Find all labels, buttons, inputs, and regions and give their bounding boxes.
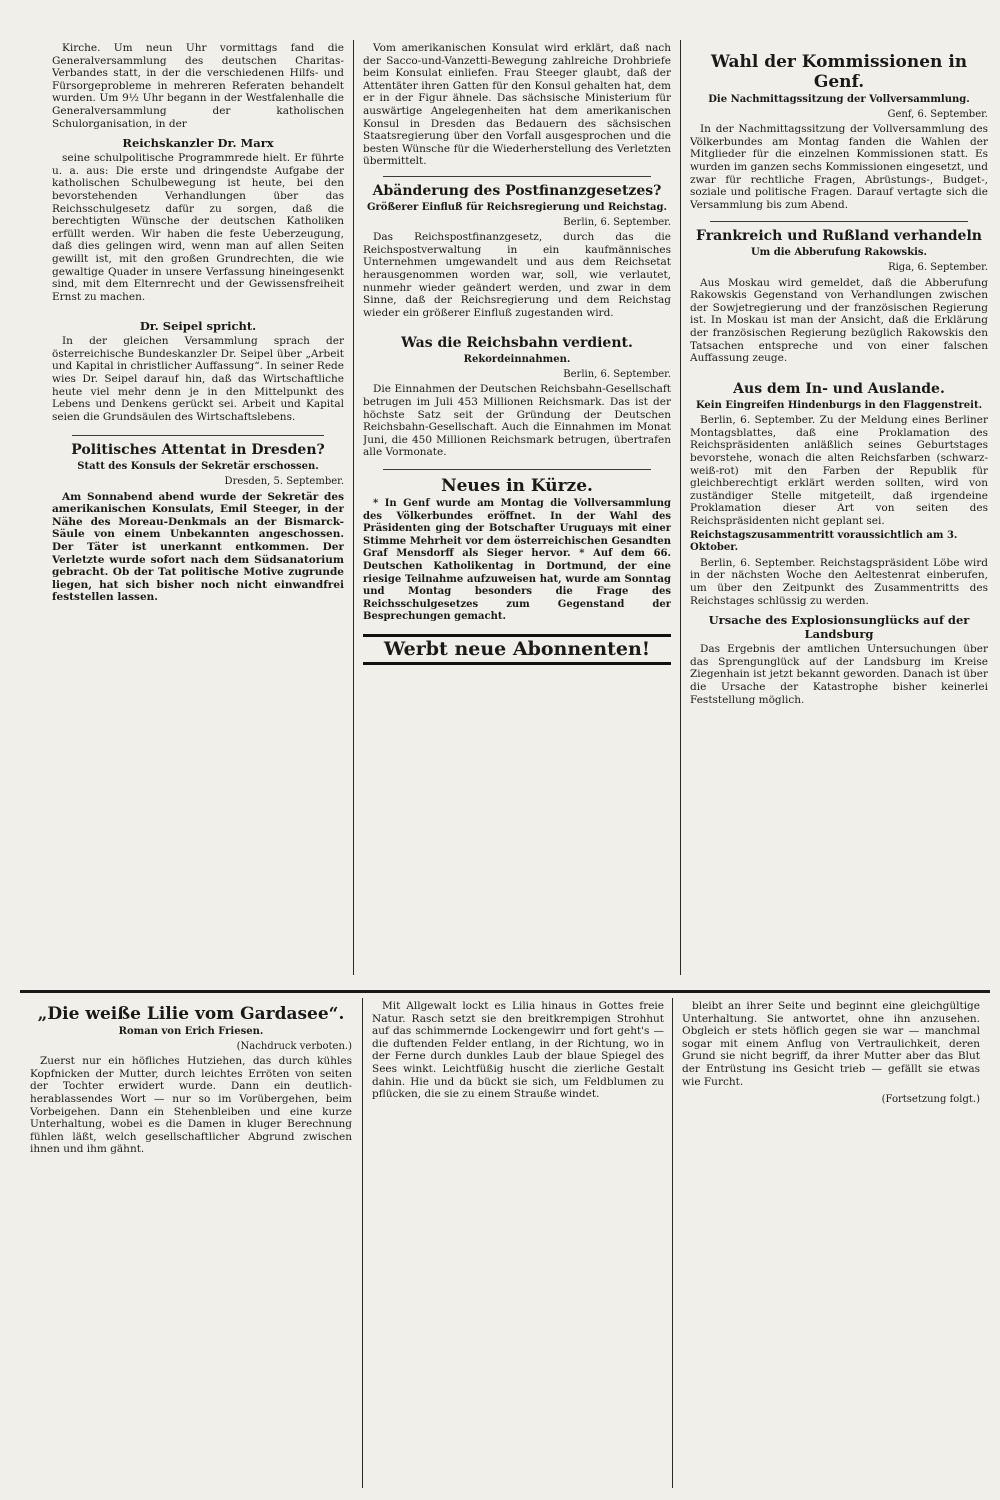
column-serial-3 bbox=[682, 1000, 980, 1490]
subscription-banner: Werbt neue Abonnenten! bbox=[363, 634, 671, 665]
heading-reichskanzler-marx: Reichskanzler Dr. Marx bbox=[122, 136, 274, 151]
section-divider bbox=[383, 469, 651, 470]
heading-in-und-auslande: Aus dem In- und Auslande. bbox=[733, 380, 945, 397]
subheading: Die Nachmittagssitzung der Vollversammlung. bbox=[708, 94, 970, 105]
column-serial-1 bbox=[30, 1000, 352, 1490]
body-text: Kirche. Um neun Uhr vormittags fand die Generalversammlung des deutschen Charitas-Verbandes statt, in der die verschiedenen Hilfs- und Fürsorgeprobleme in mehreren Referaten behandelt wurden. Um 9½ Uhr begann in der Westfalenhalle die Generalversammlung der katholischen Schulorganisation, in der bbox=[52, 42, 344, 130]
subheading: Um die Abberufung Rakowskis. bbox=[750, 247, 928, 259]
heading-kommissionen-genf: Wahl der Kommissionen in Genf. bbox=[710, 52, 968, 92]
heading-frankreich-russland: Frankreich und Rußland verhandeln bbox=[696, 228, 982, 245]
column-rule bbox=[353, 40, 354, 975]
subheading: Reichstagszusammentritt voraussichtlich am 3. Oktober. bbox=[690, 529, 958, 554]
serial-title: „Die weiße Lilie vom Gardasee“. bbox=[37, 1004, 345, 1024]
column-rule bbox=[672, 998, 673, 1488]
column-top-right bbox=[690, 42, 988, 972]
body-text: Das Ergebnis der amtlichen Untersuchungen über das Sprengunglück auf der Landsburg im Kreise Ziegenhain ist jetzt bekannt geworden. Danach ist über die Ursache der Katastrophe bisher keinerlei Feststellung möglich. bbox=[690, 643, 988, 706]
body-text: In der Nachmittagssitzung der Vollversammlung des Völkerbundes am Montag fanden die Wahlen der Mitglieder für die einzelnen Kommissionen statt. Es wurden im ganzen sechs Kommissionen eingesetzt, und zwar für rechtliche Fragen, Abrüstungs-, Budget-, soziale und politische Fragen. Darauf vertagte sich die Versammlung bis zum Abend. bbox=[690, 123, 988, 211]
heading-reichsbahn: Was die Reichsbahn verdient. bbox=[401, 335, 633, 352]
body-text: bleibt an ihrer Seite und beginnt eine gleichgültige Unterhaltung. Sie antwortet, ohne ihn anzusehen. Obgleich er stets höflich gegen sie war — manchmal sogar mit einem Anflug von Vertraulichkeit, deren Grund sie nicht begriff, da ihrer Mutter aber das Blut der Entrüstung ins Gesicht trieb — gefällt sie etwas wie Furcht. bbox=[682, 1000, 980, 1088]
body-text: Berlin, 6. September. Zu der Meldung eines Berliner Montagsblattes, daß eine Proklamation des Reichspräsidenten anläßlich seines Geburtstages bevorstehe, wonach die alten Reichsfarben (schwarz-weiß-rot) mit den Farben der Republik für gleichberechtigt erklärt werden sollten, wird von zuständiger Stelle mitgeteilt, daß irgendeine Proklamation dieser Art von seiten des Reichspräsidenten nicht geplant sei. bbox=[690, 414, 988, 528]
column-rule bbox=[680, 40, 681, 975]
serial-byline: Roman von Erich Friesen. bbox=[118, 1026, 264, 1037]
heading-postfinanzgesetz: Abänderung des Postfinanzgesetzes? bbox=[372, 182, 662, 199]
section-divider bbox=[710, 221, 968, 222]
dateline: Dresden, 5. September. bbox=[224, 476, 344, 488]
body-text: Am Sonnabend abend wurde der Sekretär des amerikanischen Konsulats, Emil Steeger, in der Nähe des Moreau-Denkmals an der Bismarck-Säule von einem Unbekannten angeschossen. Der Täter ist unerkannt entkommen. Der Verletzte wurde sofort nach dem Südsanatorium gebracht. Ob der Tat politische Motive zugrunde liegen, hat sich bisher noch nicht einwandfrei feststellen lassen. bbox=[52, 490, 344, 604]
heading-attentat-dresden: Politisches Attentat in Dresden? bbox=[71, 442, 325, 459]
heading-neues-in-kuerze: Neues in Kürze. bbox=[441, 476, 593, 497]
column-serial-2 bbox=[372, 1000, 664, 1490]
dateline: Berlin, 6. September. bbox=[563, 216, 671, 228]
feuilleton-divider bbox=[20, 990, 990, 993]
body-text: * In Genf wurde am Montag die Vollversammlung des Völkerbundes eröffnet. In der Wahl des Präsidenten ging der Botschafter Uruguays mit einer Stimme Mehrheit vor dem österreichischen Gesandten Graf Mensdorff als Sieger hervor. * Auf dem 66. Deutschen Katholikentag in Dortmund, der eine riesige Teilnahme aufzuweisen hat, wurde am Sonntag und Montag besonders die Frage des Reichsschulgesetzes zum Gegenstand der Besprechungen gemacht. bbox=[363, 498, 671, 623]
heading-explosion-landsburg: Ursache des Explosionsunglücks auf der Landsburg bbox=[708, 613, 970, 642]
column-top-middle bbox=[363, 42, 671, 972]
dateline: Berlin, 6. September. bbox=[563, 368, 671, 380]
heading-seipel: Dr. Seipel spricht. bbox=[139, 319, 257, 334]
column-rule bbox=[362, 998, 363, 1488]
section-divider bbox=[72, 435, 324, 436]
column-top-left bbox=[52, 42, 344, 972]
dateline: Genf, 6. September. bbox=[887, 108, 988, 120]
reprint-note: (Nachdruck verboten.) bbox=[236, 1040, 352, 1052]
body-text: Aus Moskau wird gemeldet, daß die Abberufung Rakowskis Gegenstand von Verhandlungen zwischen der Sowjetregierung und der französischen Regierung ist. In Moskau ist man der Ansicht, daß die Erklärung der französischen Regierung bezüglich Rakowskis den Tatsachen entspreche und von einer falschen Auffassung zeuge. bbox=[690, 276, 988, 365]
body-text: Vom amerikanischen Konsulat wird erklärt, daß nach der Sacco-und-Vanzetti-Bewegung zahlreiche Drohbriefe beim Konsulat einliefen. Frau Steeger glaubt, daß der Attentäter ihren Gatten für den Konsul gehalten hat, dem er in der Figur ähnele. Das sächsische Ministerium für auswärtige Angelegenheiten hat dem amerikanischen Konsul in Dresden das Bedauern des sächsischen Staatsregierung über den Vorfall ausgesprochen und die besten Wünsche für die Wiederherstellung des Verletzten übermittelt. bbox=[363, 42, 671, 168]
continuation-note: (Fortsetzung folgt.) bbox=[881, 1094, 980, 1106]
section-divider bbox=[383, 176, 651, 177]
subheading: Kein Eingreifen Hindenburgs in den Flaggenstreit. bbox=[695, 399, 983, 411]
subheading: Rekordeinnahmen. bbox=[463, 354, 571, 366]
body-text: Zuerst nur ein höfliches Hutziehen, das durch kühles Kopfnicken der Mutter, durch leichtes Erröten von seiten der Tochter erwidert wurde. Dann ein deutlich-herablassendes Wort — nur so im Vorübergehen, beim Vorbeigehen. Dann ein Stehenbleiben und eine kurze Unterhaltung, wobei es die Damen in kluger Berechnung fühlen läßt, welch gesellschaftlicher Abgrund zwischen ihnen und ihm gähnt. bbox=[30, 1055, 352, 1156]
subheading: Größerer Einfluß für Reichsregierung und Reichstag. bbox=[366, 201, 668, 213]
body-text: seine schulpolitische Programmrede hielt. Er führte u. a. aus: Die erste und dringendste Aufgabe der katholischen Schulbewegung ist heute, bei den bevorstehenden Verhandlungen über das Reichsschulgesetz dafür zu sorgen, daß die berechtigten Wünsche der deutschen Katholiken erfüllt werden. Wir haben die feste Ueberzeugung, daß dies gelingen wird, wenn man auf allen Seiten gewillt ist, mit den großen Grundrechten, die wie gewaltige Quader in unsere Verfassung hineingesenkt sind, mit dem Elternrecht und der Gewissensfreiheit Ernst zu machen. bbox=[52, 152, 344, 303]
subheading: Statt des Konsuls der Sekretär erschossen. bbox=[77, 461, 319, 473]
body-text: Berlin, 6. September. Reichstagspräsident Löbe wird in der nächsten Woche den Aeltestenrat einberufen, um über den Zeitpunkt des Zusammentritts des Reichstages schlüssig zu werden. bbox=[690, 556, 988, 607]
body-text: In der gleichen Versammlung sprach der österreichische Bundeskanzler Dr. Seipel über „Arbeit und Kapital in christlicher Auffassung“. In seiner Rede wies Dr. Seipel darauf hin, daß das Wirtschaftliche heute viel mehr denn je in den Mittelpunkt des Lebens und Denkens gerückt sei. Arbeit und Kapital seien die Grundsäulen des Wirtschaftslebens. bbox=[52, 335, 344, 423]
body-text: Mit Allgewalt lockt es Lilia hinaus in Gottes freie Natur. Rasch setzt sie den breitkrempigen Strohhut auf das schimmernde Lockengewirr und fort geht's — die duftenden Felder entlang, in der Richtung, wo in der Ferne durch dunkles Laub der blaue Spiegel des Sees winkt. Leichtfüßig huscht die zierliche Gestalt dahin. Hie und da bückt sie sich, um Feldblumen zu pflücken, die sie zu einem Strauße windet. bbox=[372, 1000, 664, 1101]
dateline: Riga, 6. September. bbox=[888, 261, 988, 273]
body-text: Das Reichspostfinanzgesetz, durch das die Reichspostverwaltung in ein kaufmännisches Unternehmen umgewandelt und aus dem Reichsetat herausgenommen worden war, soll, wie verlautet, nunmehr wieder geändert werden, und zwar in dem Sinne, daß der Reichsregierung und dem Reichstag wieder ein größerer Einfluß zugestanden wird. bbox=[363, 231, 671, 319]
body-text: Die Einnahmen der Deutschen Reichsbahn-Gesellschaft betrugen im Juli 453 Millionen Reichsmark. Das ist der höchste Satz seit der Gründung der Deutschen Reichsbahn-Gesellschaft. Auch die Einnahmen im Monat Juni, die 450 Millionen Reichsmark betrugen, übertrafen alle Vormonate. bbox=[363, 383, 671, 459]
